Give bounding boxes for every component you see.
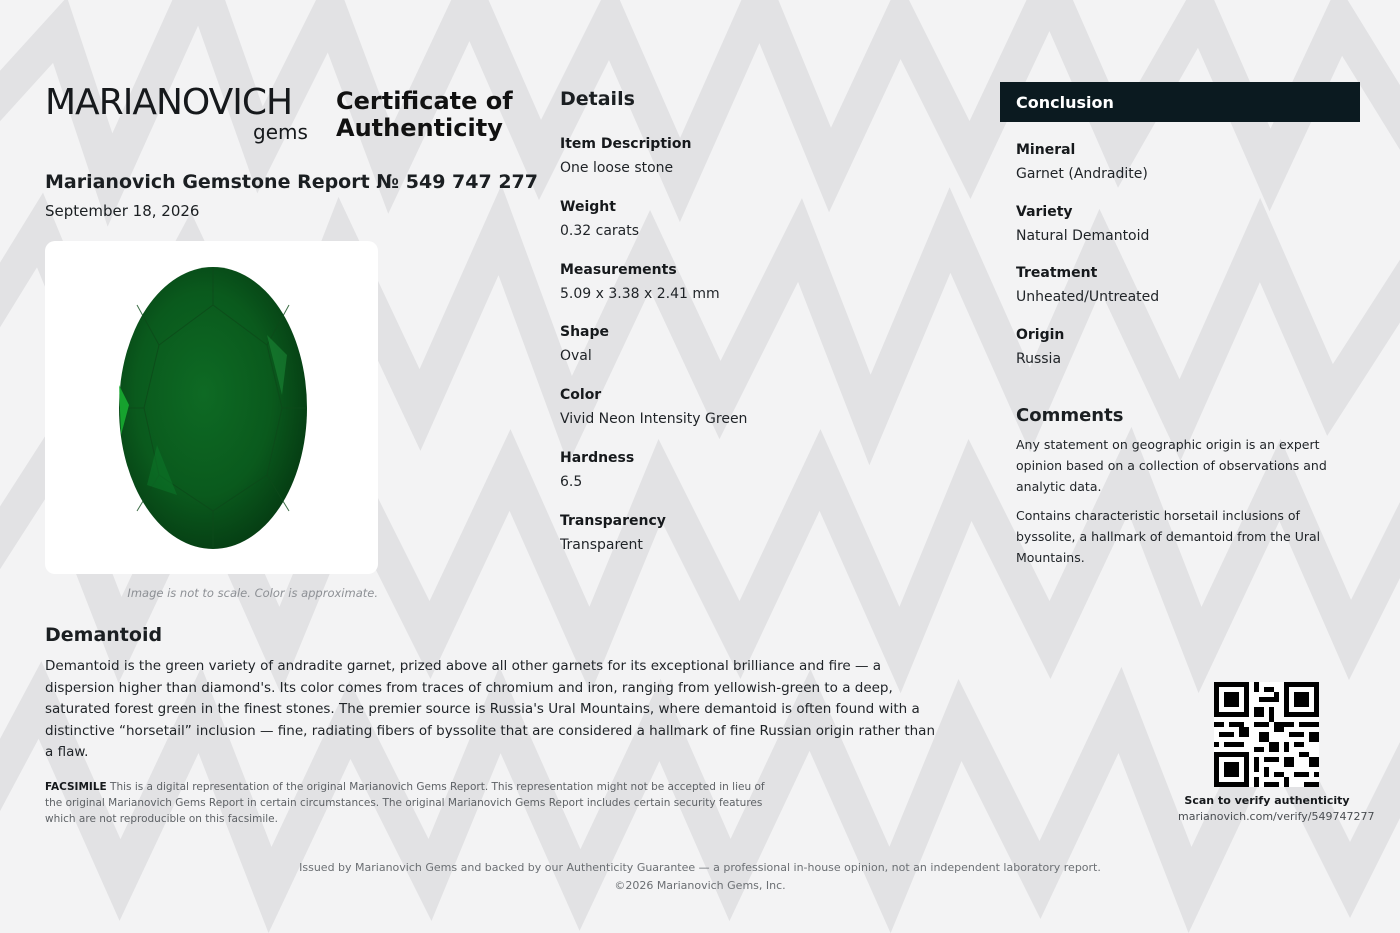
detail-measurements: [560, 260, 940, 323]
brand-sub: gems: [253, 120, 308, 144]
field-value: Unheated/Untreated: [1016, 289, 1160, 305]
certificate-title: Certificate of Authenticity: [336, 87, 513, 142]
brand-logo: [45, 82, 320, 152]
detail-transparency: [560, 511, 940, 574]
details-title: Details: [560, 88, 635, 110]
field-label: Hardness: [560, 449, 635, 466]
detail-item-description: [560, 134, 940, 197]
detail-color: [560, 385, 940, 448]
field-label: Weight: [560, 198, 616, 215]
footer: [0, 859, 1400, 895]
report-date: September 18, 2026: [45, 202, 200, 220]
conclusion-section: [1000, 82, 1360, 386]
detail-shape: [560, 322, 940, 385]
comments-section: [1016, 405, 1356, 576]
description-section: [45, 624, 945, 764]
facsimile-label: FACSIMILE: [45, 781, 107, 793]
detail-weight: [560, 197, 940, 260]
qr-code-icon[interactable]: [1214, 682, 1319, 787]
field-value: 0.32 carats: [560, 222, 640, 239]
field-value: 6.5: [560, 473, 583, 490]
report-title: Marianovich Gemstone Report № 549 747 277: [45, 171, 538, 193]
conclusion-title: Conclusion: [1000, 82, 1360, 122]
footer-line: Issued by Marianovich Gems and backed by our Authenticity Guarantee — a professional in-house opinion, not an independent laboratory report.: [299, 861, 1101, 874]
field-value: One loose stone: [560, 160, 674, 176]
field-label: Measurements: [560, 261, 677, 278]
field-value: Garnet (Andradite): [1016, 166, 1148, 182]
field-value: Vivid Neon Intensity Green: [560, 411, 748, 428]
field-value: Oval: [560, 348, 592, 365]
comments-title: Comments: [1016, 405, 1124, 426]
field-value: Natural Demantoid: [1016, 227, 1150, 244]
field-value: Transparent: [560, 536, 643, 553]
photo-caption: Image is not to scale. Color is approximate.: [127, 586, 378, 600]
brand-name: MARIANOVICH: [45, 82, 293, 123]
conclusion-origin: [1016, 325, 1360, 387]
verify-label: Scan to verify authenticity: [1184, 794, 1350, 807]
comment-text: Any statement on geographic origin is an expert opinion based on a collection of observations and analytic data.: [1016, 437, 1327, 494]
conclusion-mineral: [1016, 140, 1360, 202]
verify-link[interactable]: marianovich.com/verify/549747277: [1178, 810, 1375, 823]
gemstone-image: [117, 265, 309, 551]
field-label: Mineral: [1016, 142, 1076, 158]
facsimile-text: This is a digital representation of the original Marianovich Gems Report. This representation might not be accepted in lieu of the original Marianovich Gems Report in certain circumstances. The original Marianovich Gems Report includes certain security features which are not reproducible on this facsimile.: [45, 781, 765, 825]
field-label: Color: [560, 387, 602, 404]
gem-photo-card: [45, 241, 378, 574]
details-section: [560, 88, 940, 574]
copyright: ©2026 Marianovich Gems, Inc.: [614, 879, 786, 892]
field-label: Origin: [1016, 326, 1065, 343]
field-label: Item Description: [560, 136, 692, 152]
comment-text: Contains characteristic horsetail inclusions of byssolite, a hallmark of demantoid from the Ural Mountains.: [1016, 508, 1321, 565]
field-label: Transparency: [560, 512, 666, 529]
description-title: Demantoid: [45, 624, 163, 646]
conclusion-fields: [1000, 122, 1360, 386]
conclusion-variety: [1016, 202, 1360, 264]
field-label: Variety: [1016, 203, 1073, 220]
facsimile-notice: [45, 779, 785, 827]
field-value: Russia: [1016, 350, 1062, 367]
detail-hardness: [560, 448, 940, 511]
description-text: Demantoid is the green variety of andradite garnet, prized above all other garnets for its exceptional brilliance and fire — a dispersion higher than diamond's. Its color comes from traces of chromium and iron, ranging from yellowish-green to a deep, saturated forest green in the finest stones. The premier source is Russia's Ural Mountains, where demantoid is often found with a distinctive “horsetail” inclusion — fine, radiating fibers of byssolite that are considered a hallmark of fine Russian origin rather than a flaw.: [45, 658, 936, 760]
field-label: Shape: [560, 324, 610, 341]
field-label: Treatment: [1016, 265, 1098, 281]
verify-block: [1178, 682, 1375, 823]
field-value: 5.09 x 3.38 x 2.41 mm: [560, 285, 720, 302]
conclusion-treatment: [1016, 263, 1360, 325]
